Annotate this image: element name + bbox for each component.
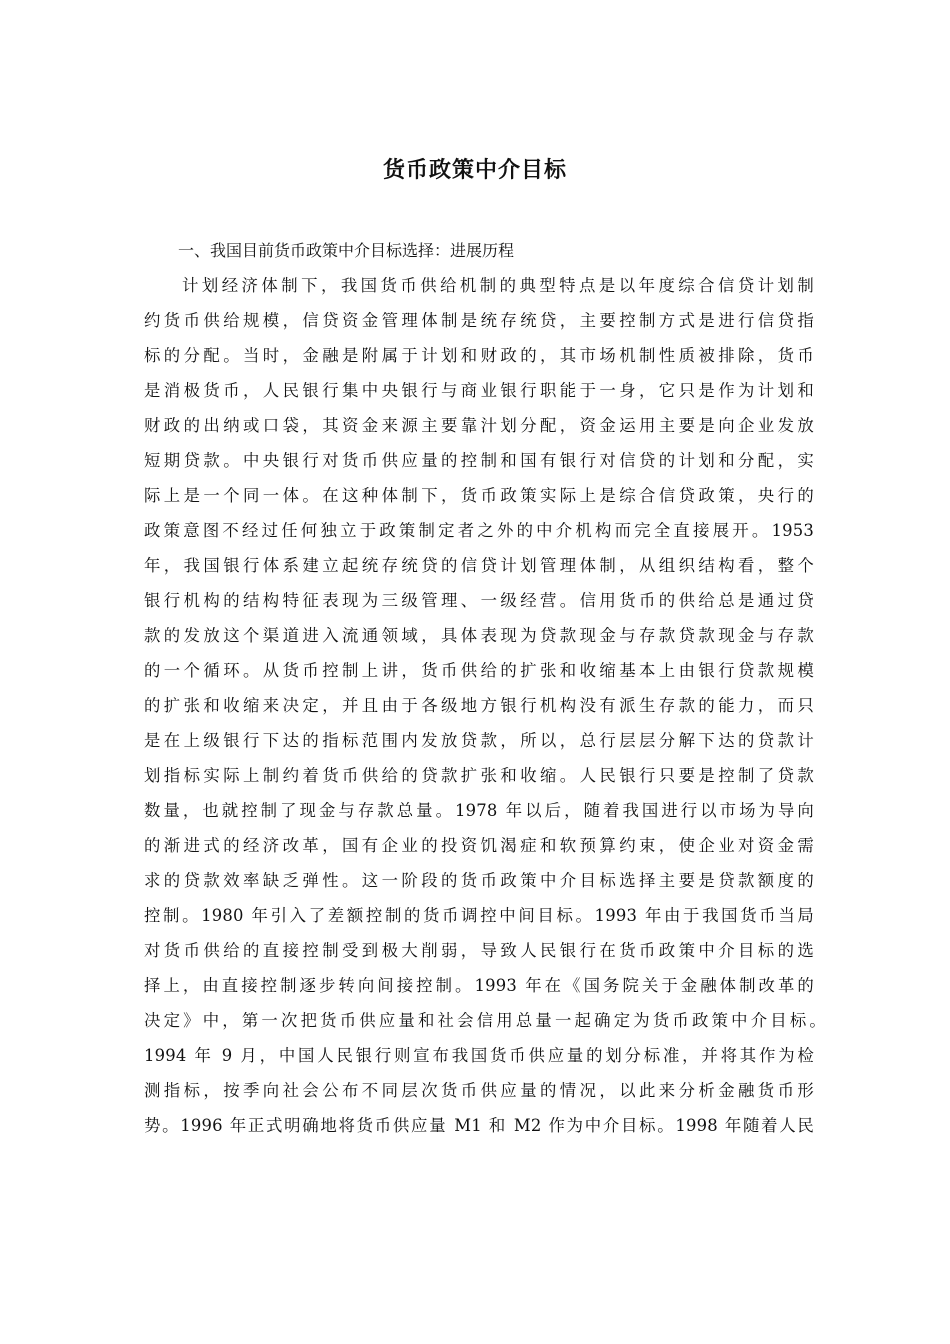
paragraph-line: 测指标，按季向社会公布不同层次货币供应量的情况，以此来分析金融货币形 — [144, 1081, 814, 1100]
paragraph-line: 控制。1980 年引入了差额控制的货币调控中间目标。1993 年由于我国货币当局 — [144, 906, 814, 925]
paragraph-line: 计划经济体制下，我国货币供给机制的典型特点是以年度综合信贷计划制 — [182, 276, 814, 295]
paragraph-line: 1994 年 9 月，中国人民银行则宣布我国货币供应量的划分标准，并将其作为检 — [144, 1046, 814, 1065]
paragraph-line: 款的发放这个渠道进入流通领域，具体表现为贷款现金与存款贷款现金与存款 — [144, 626, 814, 645]
paragraph-line: 求的贷款效率缺乏弹性。这一阶段的货币政策中介目标选择主要是贷款额度的 — [144, 871, 814, 890]
paragraph-line: 势。1996 年正式明确地将货币供应量 M1 和 M2 作为中介目标。1998 年随着人民 — [144, 1116, 814, 1135]
paragraph-line: 的一个循环。从货币控制上讲，货币供给的扩张和收缩基本上由银行贷款规模 — [144, 661, 814, 680]
paragraph-line: 的渐进式的经济改革，国有企业的投资饥渴症和软预算约束，使企业对资金需 — [144, 836, 814, 855]
paragraph-line: 决定》中，第一次把货币供应量和社会信用总量一起确定为货币政策中介目标。 — [144, 1011, 826, 1030]
body-paragraph — [144, 268, 826, 1143]
paragraph-line: 短期贷款。中央银行对货币供应量的控制和国有银行对信贷的计划和分配，实 — [144, 451, 814, 470]
section-heading: 一、我国目前货币政策中介目标选择：进展历程 — [178, 241, 515, 260]
paragraph-line: 对货币供给的直接控制受到极大削弱，导致人民银行在货币政策中介目标的选 — [144, 941, 814, 960]
paragraph-line: 际上是一个同一体。在这种体制下，货币政策实际上是综合信贷政策，央行的 — [144, 486, 814, 505]
paragraph-line: 标的分配。当时，金融是附属于计划和财政的，其市场机制性质被排除，货币 — [144, 346, 814, 365]
paragraph-line: 是在上级银行下达的指标范围内发放贷款，所以，总行层层分解下达的贷款计 — [144, 731, 814, 750]
paragraph-line: 政策意图不经过任何独立于政策制定者之外的中介机构而完全直接展开。1953 — [144, 521, 814, 540]
document-title: 货币政策中介目标 — [382, 157, 567, 183]
paragraph-line: 数量，也就控制了现金与存款总量。1978 年以后，随着我国进行以市场为导向 — [144, 801, 814, 820]
paragraph-line: 的扩张和收缩来决定，并且由于各级地方银行机构没有派生存款的能力，而只 — [144, 696, 814, 715]
paragraph-line: 是消极货币，人民银行集中央银行与商业银行职能于一身，它只是作为计划和 — [144, 381, 814, 400]
paragraph-line: 财政的出纳或口袋，其资金来源主要靠汁划分配，资金运用主要是向企业发放 — [144, 416, 814, 435]
paragraph-line: 年，我国银行体系建立起统存统贷的信贷计划管理体制，从组织结构看，整个 — [144, 556, 814, 575]
paragraph-line: 划指标实际上制约着货币供给的贷款扩张和收缩。人民银行只要是控制了贷款 — [144, 766, 814, 785]
paragraph-line: 择上，由直接控制逐步转向间接控制。1993 年在《国务院关于金融体制改革的 — [144, 976, 814, 995]
paragraph-line: 银行机构的结构特征表现为三级管理、一级经营。信用货币的供给总是通过贷 — [144, 591, 814, 610]
paragraph-line: 约货币供给规模，信贷资金管理体制是统存统贷，主要控制方式是进行信贷指 — [144, 311, 814, 330]
